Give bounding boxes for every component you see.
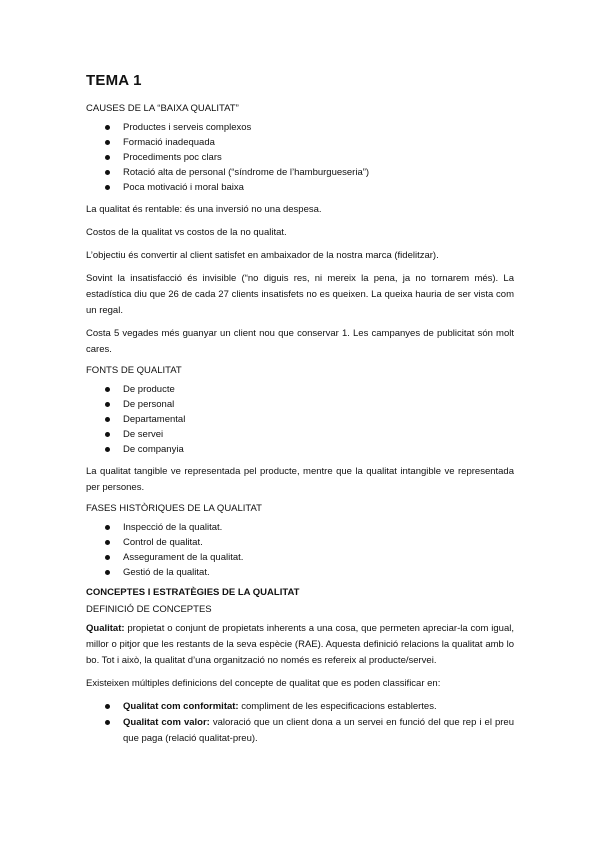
list-item: De producte xyxy=(86,382,514,397)
paragraph: La qualitat tangible ve representada pel producte, mentre que la qualitat intangible ve representada per persones. xyxy=(86,466,514,493)
list-item: Productes i serveis complexos xyxy=(86,120,514,135)
bullet-icon xyxy=(105,540,110,545)
bullet-icon xyxy=(105,417,110,422)
bullet-icon xyxy=(105,704,110,709)
bullet-icon xyxy=(105,525,110,530)
phases-list xyxy=(86,520,514,580)
bullet-icon xyxy=(105,170,110,175)
section-heading-concepts: CONCEPTES I ESTRATÈGIES DE LA QUALITAT xyxy=(86,587,300,598)
bullet-icon xyxy=(105,185,110,190)
section-heading-causes: CAUSES DE LA “BAIXA QUALITAT” xyxy=(86,103,239,114)
list-item: Rotació alta de personal (“síndrome de l’hamburgueseria”) xyxy=(86,165,514,180)
paragraph: L’objectiu és convertir al client satisfet en ambaixador de la nostra marca (fidelitzar). xyxy=(86,250,439,261)
list-item: Formació inadequada xyxy=(86,135,514,150)
paragraph: Costos de la qualitat vs costos de la no qualitat. xyxy=(86,227,287,238)
bullet-icon xyxy=(105,447,110,452)
paragraph: La qualitat és rentable: és una inversió no una despesa. xyxy=(86,204,322,215)
paragraph: Sovint la insatisfacció és invisible (“no diguis res, ni mereix la pena, ja no tornarem més). La estadística diu que 26 de cada 27 clients insatisfets no es queixen. La queixa hauria de ser vista com un regal. xyxy=(86,273,514,316)
list-item: Procediments poc clars xyxy=(86,150,514,165)
bullet-icon xyxy=(105,720,110,725)
paragraph: Existeixen múltiples definicions del concepte de qualitat que es poden classificar en: xyxy=(86,678,441,689)
list-item: Gestió de la qualitat. xyxy=(86,565,514,580)
list-item: De personal xyxy=(86,397,514,412)
list-item: Departamental xyxy=(86,412,514,427)
section-heading-phases: FASES HISTÒRIQUES DE LA QUALITAT xyxy=(86,503,262,514)
page-title: TEMA 1 xyxy=(86,72,142,89)
definitions-list xyxy=(86,699,514,747)
bullet-icon xyxy=(105,570,110,575)
definition-paragraph xyxy=(86,621,514,669)
definition-term: Qualitat: xyxy=(86,623,125,634)
subheading-definitions: DEFINICIÓ DE CONCEPTES xyxy=(86,604,212,615)
list-item: De companyia xyxy=(86,442,514,457)
section-heading-sources: FONTS DE QUALITAT xyxy=(86,365,182,376)
list-item: Control de qualitat. xyxy=(86,535,514,550)
paragraph: Costa 5 vegades més guanyar un client nou que conservar 1. Les campanyes de publicitat són molt cares. xyxy=(86,328,514,355)
bullet-icon xyxy=(105,155,110,160)
list-item: Qualitat com conformitat: compliment de les especificacions establertes. xyxy=(86,699,514,715)
list-item: Poca motivació i moral baixa xyxy=(86,180,514,195)
bullet-icon xyxy=(105,402,110,407)
bullet-icon xyxy=(105,140,110,145)
definition-text: propietat o conjunt de propietats inherents a una cosa, que permeten apreciar-la com igual, millor o pitjor que les restants de la seva espècie (RAE). Aquesta definició relacions la qualitat amb lo bo. Tot i això, la qualitat d’una organització no només es refereix al producte/servei. xyxy=(86,623,514,666)
bullet-icon xyxy=(105,125,110,130)
document-content xyxy=(86,72,514,754)
list-item: Assegurament de la qualitat. xyxy=(86,550,514,565)
bullet-icon xyxy=(105,387,110,392)
sources-list xyxy=(86,382,514,457)
list-item: De servei xyxy=(86,427,514,442)
bullet-icon xyxy=(105,555,110,560)
causes-list xyxy=(86,120,514,195)
bullet-icon xyxy=(105,432,110,437)
list-item: Qualitat com valor: valoració que un client dona a un servei en funció del que rep i el preu que paga (relació qualitat-preu). xyxy=(86,715,514,747)
list-item: Inspecció de la qualitat. xyxy=(86,520,514,535)
